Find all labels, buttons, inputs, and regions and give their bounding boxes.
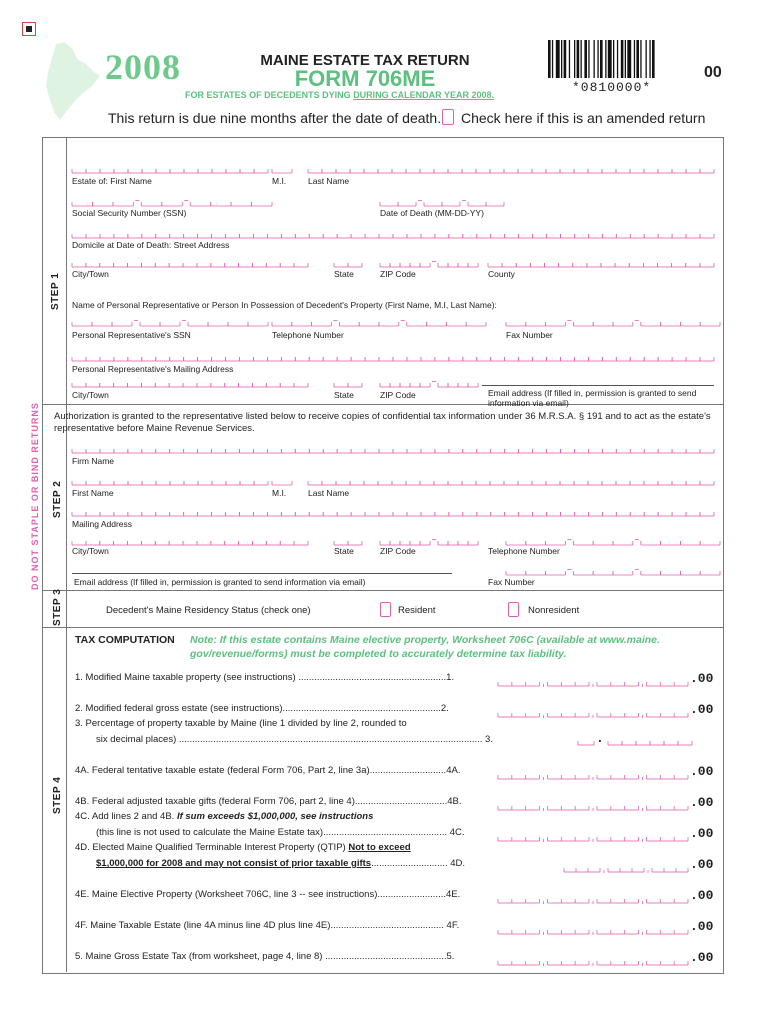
rep-ssn-label: Personal Representative's SSN	[72, 330, 191, 340]
domicile-street-field[interactable]	[72, 228, 714, 238]
line4f-label: 4F. Maine Taxable Estate (line 4A minus line 4D plus line 4E)........................................... 4F.	[75, 920, 460, 931]
rep-zip-field[interactable]	[380, 377, 478, 387]
date-of-death-field[interactable]	[380, 196, 504, 206]
estate-first-name-field[interactable]	[72, 163, 268, 173]
worksheet-note-line1: Note: If this estate contains Maine elective property, Worksheet 706C (available at www.maine.	[190, 634, 660, 646]
line3-label-a: 3. Percentage of property taxable by Maine (line 1 divided by line 2, rounded to	[75, 718, 407, 729]
estate-mi-field[interactable]	[272, 163, 292, 173]
maine-map-icon	[38, 42, 100, 120]
step2-city-field[interactable]	[72, 535, 308, 545]
zip-field[interactable]	[380, 257, 478, 267]
line1-cents: .00	[690, 671, 714, 686]
line4d-cents: .00	[690, 857, 714, 872]
divider-step3-step4	[42, 627, 723, 628]
authorization-text: Authorization is granted to the representative listed below to receive copies of confidential tax information under 36 M.R.S.A. § 191 and to act as the estate's representative before Maine Revenue Services.	[54, 411, 711, 434]
step-column-divider	[66, 137, 67, 972]
date-of-death-label: Date of Death (MM-DD-YY)	[380, 208, 484, 218]
step2-mailing-label: Mailing Address	[72, 519, 133, 529]
rep-mailing-label: Personal Representative's Mailing Address	[72, 364, 234, 374]
step2-telephone-field[interactable]	[506, 535, 720, 545]
county-field[interactable]	[488, 257, 714, 267]
divider-step2-step3	[42, 590, 723, 591]
line4d-label-a: 4D. Elected Maine Qualified Terminable Interest Property (QTIP) Not to exceed	[75, 842, 411, 853]
line3-label-b: six decimal places) ................................................................................................................... 3.	[96, 734, 493, 745]
line4c-amount-field[interactable]	[498, 829, 688, 841]
form-number: FORM 706ME	[294, 66, 436, 91]
line1-label: 1. Modified Maine taxable property (see instructions) ........................................................1.	[75, 672, 455, 683]
step2-fax-label: Fax Number	[488, 577, 535, 587]
tax-computation-heading: TAX COMPUTATION	[75, 634, 175, 646]
rep-state-label: State	[334, 390, 354, 400]
step2-last-name-field[interactable]	[308, 475, 714, 485]
step2-zip-label: ZIP Code	[380, 546, 416, 556]
rep-city-label: City/Town	[72, 390, 109, 400]
firm-name-field[interactable]	[72, 443, 714, 453]
line5-label: 5. Maine Gross Estate Tax (from worksheet, page 4, line 8) ..............................................5.	[75, 951, 455, 962]
step2-first-name-label: First Name	[72, 488, 114, 498]
side-note: DO NOT STAPLE OR BIND RETURNS	[30, 402, 40, 590]
domicile-street-label: Domicile at Date of Death: Street Address	[72, 240, 230, 250]
step2-email-label: Email address (If filled in, permission is granted to send information via email)	[74, 577, 366, 587]
step2-city-label: City/Town	[72, 546, 109, 556]
line3-decimal-field[interactable]	[608, 735, 692, 745]
city-field[interactable]	[72, 257, 308, 267]
step1-label: STEP 1	[50, 272, 61, 310]
line4b-amount-field[interactable]	[498, 798, 688, 810]
barcode-suffix: 00	[704, 64, 722, 81]
line4c-label-a: 4C. Add lines 2 and 4B. If sum exceeds $1,000,000, see instructions	[75, 811, 374, 822]
rep-state-field[interactable]	[334, 377, 362, 387]
line3-decimal-point: .	[596, 731, 604, 746]
line4c-label-b: (this line is not used to calculate the Maine Estate tax)............................................... 4C.	[96, 827, 465, 838]
rep-ssn-field[interactable]	[72, 316, 268, 326]
nonresident-checkbox[interactable]	[508, 602, 519, 617]
line5-cents: .00	[690, 950, 714, 965]
county-label: County	[488, 269, 515, 279]
barcode	[548, 40, 696, 78]
line2-label: 2. Modified federal gross estate (see instructions)............................................................2.	[75, 703, 449, 714]
line4c-cents: .00	[690, 826, 714, 841]
step2-first-name-field[interactable]	[72, 475, 268, 485]
form-year: 2008	[105, 47, 181, 87]
step2-telephone-label: Telephone Number	[488, 546, 560, 556]
line4d-amount-field[interactable]	[564, 860, 688, 872]
city-label: City/Town	[72, 269, 109, 279]
step2-state-field[interactable]	[334, 535, 362, 545]
firm-name-label: Firm Name	[72, 456, 115, 466]
line4a-cents: .00	[690, 764, 714, 779]
step2-mi-label: M.I.	[272, 488, 287, 498]
rep-fax-field[interactable]	[506, 316, 720, 326]
rep-telephone-field[interactable]	[272, 316, 486, 326]
due-notice: This return is due nine months after the date of death.	[108, 110, 442, 126]
step2-mailing-field[interactable]	[72, 506, 714, 516]
line2-cents: .00	[690, 702, 714, 717]
rep-zip-label: ZIP Code	[380, 390, 416, 400]
estate-last-name-label: Last Name	[308, 176, 350, 186]
state-label: State	[334, 269, 354, 279]
line4f-cents: .00	[690, 919, 714, 934]
rep-mailing-field[interactable]	[72, 351, 714, 361]
barcode-number: *0810000*	[572, 80, 652, 95]
registration-mark	[22, 22, 36, 36]
amended-checkbox[interactable]	[442, 109, 454, 125]
rep-name-label: Name of Personal Representative or Person In Possession of Decedent's Property (First Name, M.I, Last Name):	[72, 300, 497, 310]
rep-fax-label: Fax Number	[506, 330, 553, 340]
nonresident-label: Nonresident	[528, 605, 580, 616]
estate-first-name-label: Estate of: First Name	[72, 176, 152, 186]
line3-whole-field[interactable]	[578, 735, 594, 745]
step2-email-field[interactable]	[72, 573, 452, 574]
estate-last-name-field[interactable]	[308, 163, 714, 173]
state-field[interactable]	[334, 257, 362, 267]
step2-label: STEP 2	[52, 480, 63, 518]
rep-telephone-label: Telephone Number	[272, 330, 344, 340]
line4e-amount-field[interactable]	[498, 891, 688, 903]
step4-label: STEP 4	[52, 776, 63, 814]
step2-mi-field[interactable]	[272, 475, 292, 485]
form-subtitle: FOR ESTATES OF DECEDENTS DYING DURING CALENDAR YEAR 2008.	[185, 90, 495, 100]
line4e-cents: .00	[690, 888, 714, 903]
estate-mi-label: M.I.	[272, 176, 287, 186]
form-title: MAINE ESTATE TAX RETURN	[260, 52, 470, 69]
line4d-label-b: $1,000,000 for 2008 and may not consist of prior taxable gifts............................. 4D.	[96, 858, 466, 869]
step2-state-label: State	[334, 546, 354, 556]
step2-zip-field[interactable]	[380, 535, 478, 545]
line1-amount-field[interactable]	[498, 674, 688, 686]
line2-amount-field[interactable]	[498, 705, 688, 717]
resident-checkbox[interactable]	[380, 602, 391, 617]
ssn-field[interactable]	[72, 196, 272, 206]
rep-email-label: Email address (If filled in, permission is granted to send information via email)	[488, 388, 697, 408]
residency-label: Decedent's Maine Residency Status (check one)	[106, 605, 311, 616]
step2-last-name-label: Last Name	[308, 488, 350, 498]
line4a-amount-field[interactable]	[498, 767, 688, 779]
step2-fax-field[interactable]	[506, 565, 720, 575]
amended-label: Check here if this is an amended return	[461, 110, 706, 126]
resident-label: Resident	[398, 605, 436, 616]
line4b-label: 4B. Federal adjusted taxable gifts (federal Form 706, part 2, line 4)...................................4B.	[75, 796, 462, 807]
line4e-label: 4E. Maine Elective Property (Worksheet 706C, line 3 -- see instructions)..........................4E.	[75, 889, 461, 900]
rep-email-field[interactable]	[482, 385, 714, 386]
line4f-amount-field[interactable]	[498, 922, 688, 934]
ssn-label: Social Security Number (SSN)	[72, 208, 187, 218]
rep-city-field[interactable]	[72, 377, 308, 387]
line4b-cents: .00	[690, 795, 714, 810]
step3-label: STEP 3	[52, 588, 63, 626]
line4a-label: 4A. Federal tentative taxable estate (federal Form 706, Part 2, line 3a).............................4A.	[75, 765, 461, 776]
worksheet-note-line2: gov/revenue/forms) must be completed to accurately determine tax liability.	[190, 648, 567, 660]
zip-label: ZIP Code	[380, 269, 416, 279]
line5-amount-field[interactable]	[498, 953, 688, 965]
